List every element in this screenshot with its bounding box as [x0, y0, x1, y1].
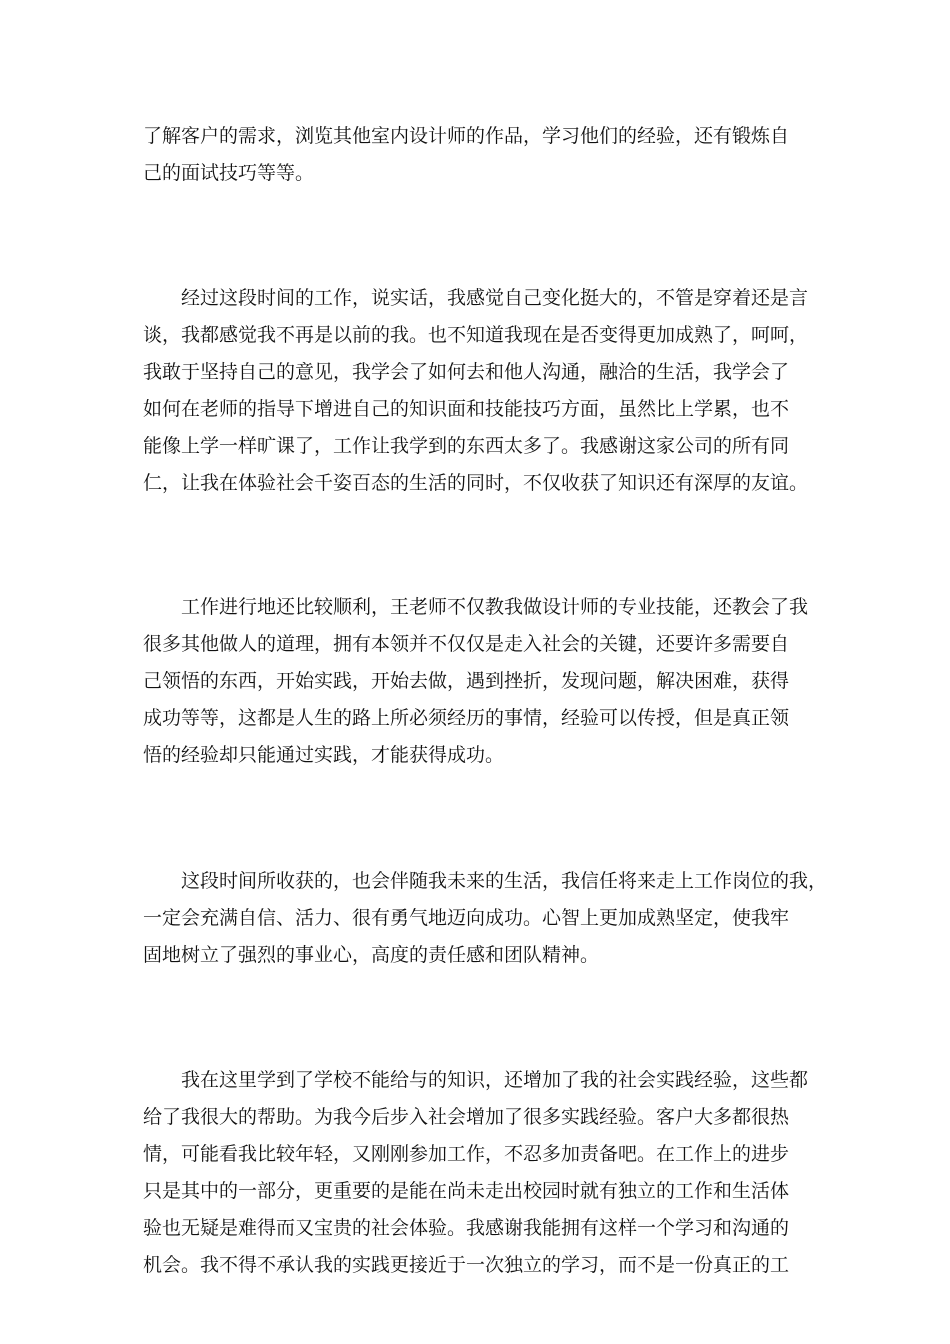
- text-line: 这段时间所收获的，也会伴随我未来的生活，我信任将来走上工作岗位的我，: [143, 870, 828, 892]
- paragraph-2: [143, 280, 815, 502]
- text-line: 了解客户的需求，浏览其他室内设计师的作品，学习他们的经验，还有锻炼自: [143, 125, 790, 147]
- text-line: 己的面试技巧等等。: [143, 162, 315, 184]
- text-line: 情，可能看我比较年轻，又刚刚参加工作，不忍多加责备吧。在工作上的进步: [143, 1143, 790, 1165]
- text-line: 成功等等，这都是人生的路上所必须经历的事情，经验可以传授，但是真正领: [143, 707, 790, 729]
- paragraph-5: [143, 1062, 815, 1284]
- text-line: 一定会充满自信、活力、很有勇气地迈向成功。心智上更加成熟坚定，使我牢: [143, 907, 790, 929]
- text-line: 很多其他做人的道理，拥有本领并不仅仅是走入社会的关键，还要许多需要自: [143, 633, 790, 655]
- text-line: 只是其中的一部分，更重要的是能在尚未走出校园时就有独立的工作和生活体: [143, 1180, 790, 1202]
- text-line: 如何在老师的指导下增进自己的知识面和技能技巧方面，虽然比上学累，也不: [143, 398, 790, 420]
- text-line: 经过这段时间的工作，说实话，我感觉自己变化挺大的，不管是穿着还是言: [143, 287, 809, 309]
- paragraph-1: [143, 118, 815, 192]
- text-line: 我敢于坚持自己的意见，我学会了如何去和他人沟通，融洽的生活，我学会了: [143, 361, 790, 383]
- text-line: 工作进行地还比较顺利，王老师不仅教我做设计师的专业技能，还教会了我: [143, 596, 809, 618]
- text-line: 机会。我不得不承认我的实践更接近于一次独立的学习，而不是一份真正的工: [143, 1254, 790, 1276]
- text-line: 己领悟的东西，开始实践，开始去做，遇到挫折，发现问题，解决困难，获得: [143, 670, 790, 692]
- text-line: 仁，让我在体验社会千姿百态的生活的同时，不仅收获了知识还有深厚的友谊。: [143, 472, 809, 494]
- text-line: 给了我很大的帮助。为我今后步入社会增加了很多实践经验。客户大多都很热: [143, 1106, 790, 1128]
- text-line: 能像上学一样旷课了，工作让我学到的东西太多了。我感谢这家公司的所有同: [143, 435, 790, 457]
- paragraph-3: [143, 589, 815, 774]
- text-line: 固地树立了强烈的事业心，高度的责任感和团队精神。: [143, 944, 600, 966]
- paragraph-4: [143, 863, 828, 974]
- paragraph-gap: [143, 502, 815, 589]
- paragraph-gap: [143, 192, 815, 280]
- paragraph-gap: [143, 774, 815, 863]
- document-body: [143, 118, 828, 1284]
- text-line: 验也无疑是难得而又宝贵的社会体验。我感谢我能拥有这样一个学习和沟通的: [143, 1217, 790, 1239]
- text-line: 谈，我都感觉我不再是以前的我。也不知道我现在是否变得更加成熟了，呵呵，: [143, 324, 809, 346]
- paragraph-gap: [143, 974, 815, 1062]
- text-line: 悟的经验却只能通过实践，才能获得成功。: [143, 744, 505, 766]
- text-line: 我在这里学到了学校不能给与的知识，还增加了我的社会实践经验，这些都: [143, 1069, 809, 1091]
